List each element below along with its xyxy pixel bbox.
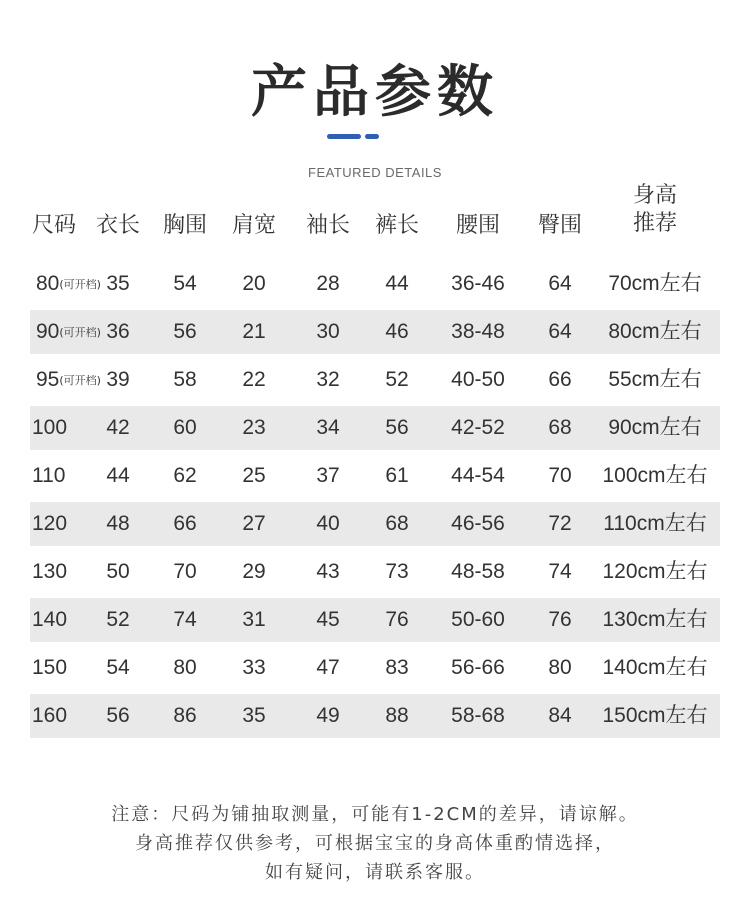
hip-cell: 66 xyxy=(548,368,572,391)
hip-cell: 84 xyxy=(548,704,572,727)
length-cell: 36 xyxy=(106,320,130,343)
sleeve-cell: 43 xyxy=(316,560,340,583)
note-line-3: 如有疑问，请联系客服。 xyxy=(265,862,485,883)
table-row xyxy=(30,598,720,642)
shoulder-cell: 25 xyxy=(242,464,266,487)
waist-cell: 42-52 xyxy=(451,416,505,439)
size-value: 90 xyxy=(36,320,60,343)
waist-cell: 38-48 xyxy=(451,320,505,343)
size-cell xyxy=(30,598,68,642)
height-cell: 150cm左右 xyxy=(602,704,708,727)
shoulder-cell: 35 xyxy=(242,704,266,727)
sleeve-cell: 34 xyxy=(316,416,340,439)
hip-header: 臀围 xyxy=(537,213,582,238)
waist-cell: 44-54 xyxy=(451,464,505,487)
shoulder-cell: 22 xyxy=(242,368,266,391)
height-cell: 80cm左右 xyxy=(608,320,702,343)
chest-cell: 70 xyxy=(173,560,197,583)
table-row xyxy=(30,502,720,546)
hip-cell: 76 xyxy=(548,608,572,631)
height-cell: 140cm左右 xyxy=(602,656,708,679)
shoulder-cell: 27 xyxy=(242,512,266,535)
shoulder-cell: 29 xyxy=(242,560,266,583)
pants-length-cell: 44 xyxy=(385,272,409,295)
size-note: (可开档) xyxy=(59,374,101,387)
pants-length-header: 裤长 xyxy=(374,213,419,238)
size-value: 130 xyxy=(32,560,68,583)
waist-cell: 46-56 xyxy=(451,512,505,535)
size-value: 80 xyxy=(36,272,60,295)
hip-cell: 80 xyxy=(548,656,572,679)
length-cell: 50 xyxy=(106,560,130,583)
table-row xyxy=(30,262,720,306)
shoulder-cell: 31 xyxy=(242,608,266,631)
height-cell: 70cm左右 xyxy=(608,272,702,295)
shoulder-cell: 20 xyxy=(242,272,266,295)
length-cell: 35 xyxy=(106,272,130,295)
waist-cell: 36-46 xyxy=(451,272,505,295)
sleeve-cell: 30 xyxy=(316,320,340,343)
size-value: 120 xyxy=(32,512,68,535)
page-subtitle: FEATURED DETAILS xyxy=(308,165,442,180)
height-cell: 110cm左右 xyxy=(603,512,707,535)
table-row xyxy=(30,646,720,690)
pants-length-cell: 88 xyxy=(385,704,409,727)
table-row xyxy=(30,406,720,450)
waist-cell: 56-66 xyxy=(451,656,505,679)
height-cell: 90cm左右 xyxy=(608,416,702,439)
chest-cell: 62 xyxy=(173,464,197,487)
length-cell: 56 xyxy=(106,704,130,727)
sleeve-cell: 40 xyxy=(316,512,340,535)
hip-cell: 68 xyxy=(548,416,572,439)
title-accent-bar xyxy=(327,134,361,139)
waist-cell: 50-60 xyxy=(451,608,505,631)
pants-length-cell: 56 xyxy=(385,416,409,439)
table-row xyxy=(30,310,720,354)
height-cell: 130cm左右 xyxy=(602,608,708,631)
hip-cell: 70 xyxy=(548,464,572,487)
height-cell: 120cm左右 xyxy=(602,560,708,583)
table-row xyxy=(30,358,720,402)
size-cell xyxy=(30,502,68,546)
size-value: 150 xyxy=(32,656,68,679)
size-value: 95 xyxy=(36,368,60,391)
table-row xyxy=(30,694,720,738)
table-row xyxy=(30,454,720,498)
size-note: (可开档) xyxy=(59,278,101,291)
length-cell: 39 xyxy=(106,368,130,391)
size-header: 尺码 xyxy=(31,213,76,238)
length-cell: 54 xyxy=(106,656,130,679)
size-value: 110 xyxy=(32,464,66,487)
size-cell xyxy=(30,646,68,690)
height-recommend-header-line2: 推荐 xyxy=(632,211,677,236)
chest-cell: 60 xyxy=(173,416,197,439)
page-title: 产品参数 xyxy=(251,60,499,125)
size-value: 140 xyxy=(32,608,68,631)
sleeve-cell: 28 xyxy=(316,272,340,295)
sleeve-cell: 47 xyxy=(316,656,340,679)
sleeve-header: 袖长 xyxy=(305,213,350,238)
pants-length-cell: 73 xyxy=(385,560,409,583)
size-value: 100 xyxy=(32,416,68,439)
sleeve-cell: 49 xyxy=(316,704,340,727)
notes-block xyxy=(0,800,750,887)
size-table-header xyxy=(30,180,720,270)
pants-length-cell: 46 xyxy=(385,320,409,343)
title-accent-dot xyxy=(365,134,379,139)
pants-length-cell: 68 xyxy=(385,512,409,535)
size-value: 160 xyxy=(32,704,68,727)
chest-cell: 58 xyxy=(173,368,197,391)
chest-cell: 74 xyxy=(173,608,197,631)
hip-cell: 64 xyxy=(548,272,572,295)
length-cell: 52 xyxy=(106,608,130,631)
size-cell xyxy=(30,454,68,498)
pants-length-cell: 83 xyxy=(385,656,409,679)
waist-cell: 48-58 xyxy=(451,560,505,583)
size-cell xyxy=(30,550,68,594)
height-recommend-header xyxy=(590,182,720,238)
height-cell: 55cm左右 xyxy=(608,368,702,391)
shoulder-cell: 23 xyxy=(242,416,266,439)
note-line-2: 身高推荐仅供参考，可根据宝宝的身高体重酌情选择， xyxy=(135,833,615,854)
shoulder-cell: 21 xyxy=(242,320,266,343)
size-note: (可开档) xyxy=(59,326,101,339)
pants-length-cell: 76 xyxy=(385,608,409,631)
hip-cell: 72 xyxy=(548,512,572,535)
chest-cell: 86 xyxy=(173,704,197,727)
size-cell xyxy=(30,694,68,738)
sleeve-cell: 32 xyxy=(316,368,340,391)
chest-header: 胸围 xyxy=(162,213,207,238)
pants-length-cell: 61 xyxy=(385,464,409,487)
chest-cell: 80 xyxy=(173,656,197,679)
pants-length-cell: 52 xyxy=(385,368,409,391)
length-cell: 42 xyxy=(106,416,130,439)
hip-cell: 74 xyxy=(548,560,572,583)
hip-cell: 64 xyxy=(548,320,572,343)
height-cell: 100cm左右 xyxy=(602,464,708,487)
sleeve-cell: 37 xyxy=(316,464,340,487)
size-table xyxy=(30,262,720,742)
waist-cell: 58-68 xyxy=(451,704,505,727)
note-line-1: 注意：尺码为铺抽取测量，可能有1-2CM的差异，请谅解。 xyxy=(111,804,639,825)
waist-header: 腰围 xyxy=(455,213,500,238)
length-cell: 44 xyxy=(106,464,130,487)
length-cell: 48 xyxy=(106,512,130,535)
chest-cell: 54 xyxy=(173,272,197,295)
shoulder-header: 肩宽 xyxy=(231,213,276,238)
length-header: 衣长 xyxy=(95,213,140,238)
chest-cell: 66 xyxy=(173,512,197,535)
sleeve-cell: 45 xyxy=(316,608,340,631)
height-recommend-header-line1: 身高 xyxy=(632,183,677,208)
waist-cell: 40-50 xyxy=(451,368,505,391)
shoulder-cell: 33 xyxy=(242,656,266,679)
chest-cell: 56 xyxy=(173,320,197,343)
size-cell xyxy=(30,406,68,450)
table-row xyxy=(30,550,720,594)
